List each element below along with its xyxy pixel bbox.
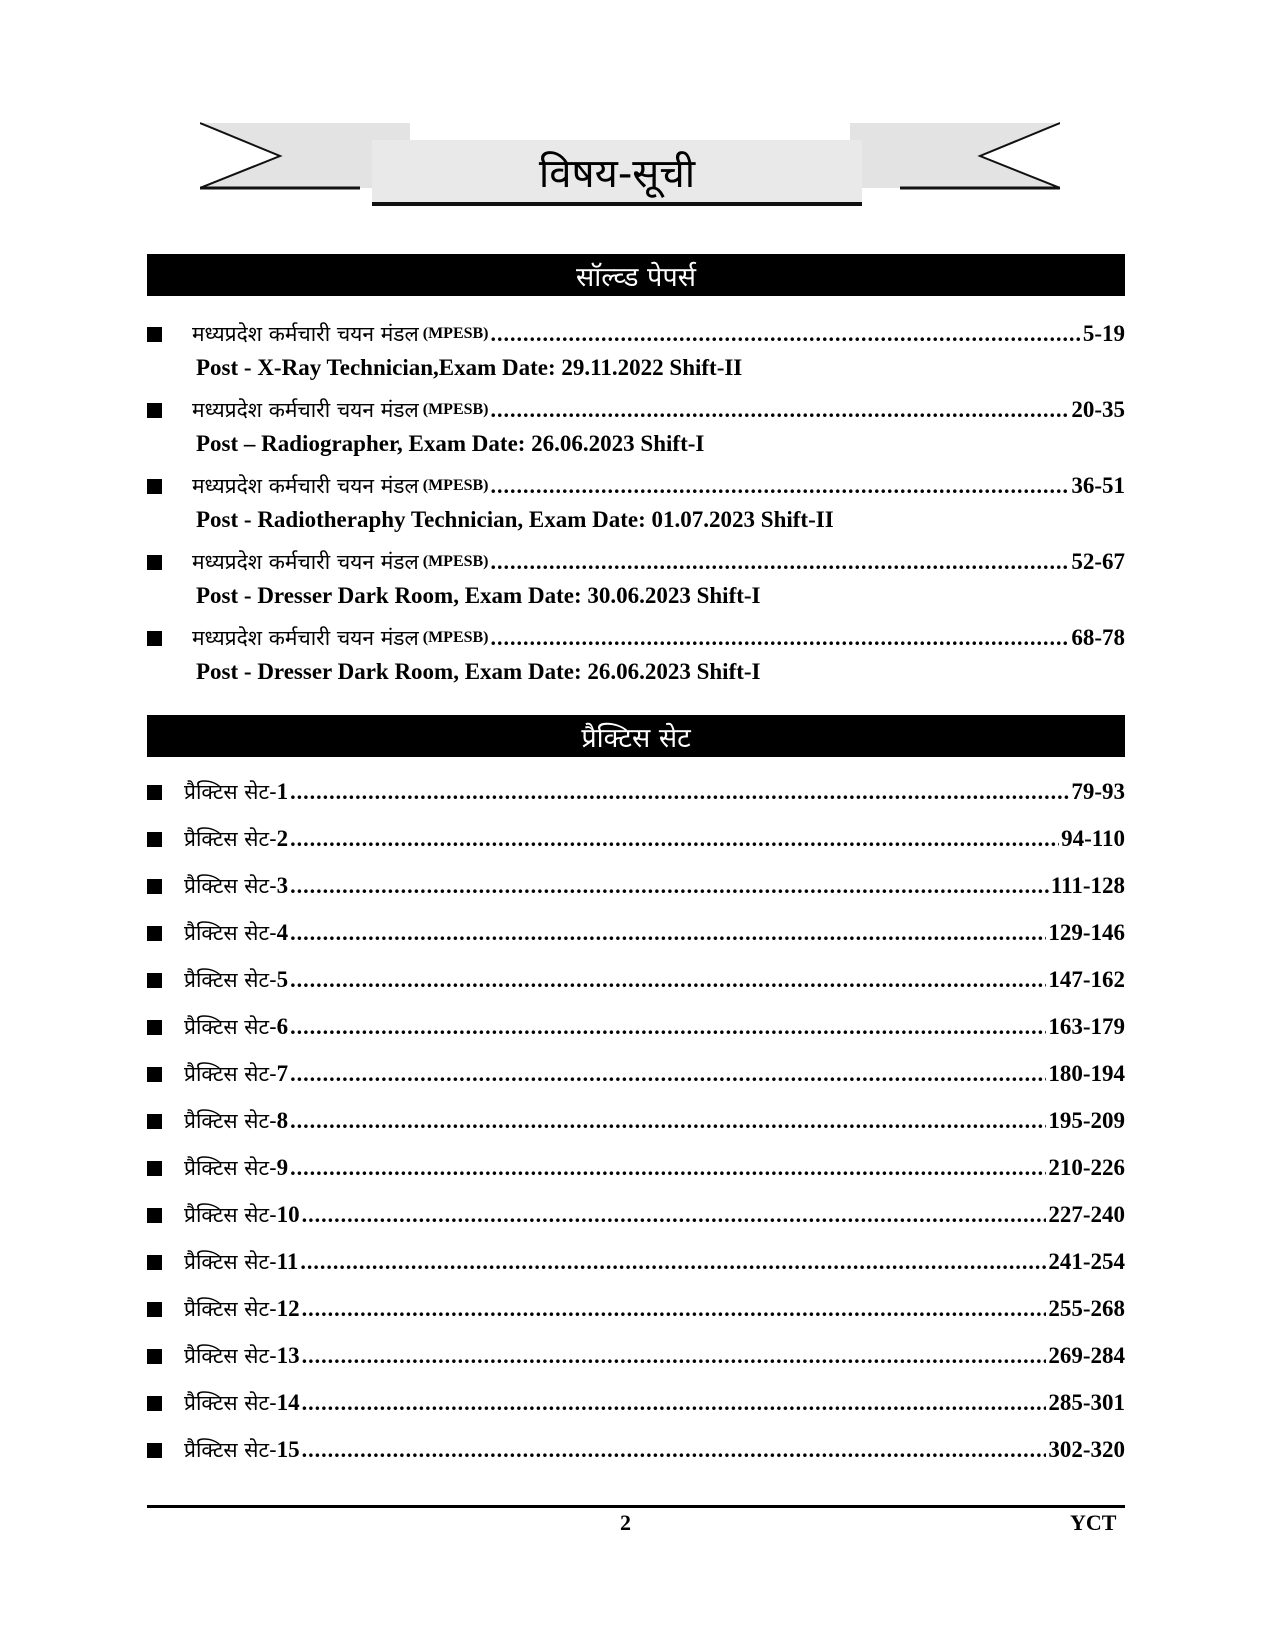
bullet-icon	[147, 403, 162, 418]
entry-pages: 302-320	[1048, 1437, 1125, 1462]
toc-entry[interactable]	[147, 1199, 1125, 1231]
bullet-icon	[147, 785, 162, 800]
entry-number: 15	[276, 1437, 300, 1462]
entry-pages: 285-301	[1048, 1390, 1125, 1415]
entry-pages: 52-67	[1071, 549, 1125, 574]
entry-label-en: (MPESB)	[422, 325, 489, 342]
entry-label: मध्यप्रदेश कर्मचारी चयन मंडल	[192, 550, 419, 574]
toc-entry[interactable]	[147, 1293, 1125, 1325]
footer-divider	[147, 1505, 1125, 1508]
page-number: 2	[620, 1510, 631, 1535]
entry-pages: 227-240	[1048, 1202, 1125, 1227]
toc-entry[interactable]	[147, 1105, 1125, 1137]
toc-entry[interactable]	[147, 823, 1125, 855]
toc-entry[interactable]	[147, 776, 1125, 808]
bullet-icon	[147, 1443, 162, 1458]
entry-number: 14	[276, 1390, 300, 1415]
bullet-icon	[147, 1161, 162, 1176]
leader-dots	[300, 1249, 1046, 1275]
entry-label-en: (MPESB)	[422, 553, 489, 570]
leader-dots	[290, 967, 1046, 993]
entry-label-en: (MPESB)	[422, 629, 489, 646]
entry-label-en: (MPESB)	[422, 477, 489, 494]
toc-entry[interactable]	[147, 1434, 1125, 1466]
bullet-icon	[147, 832, 162, 847]
entry-number: 3	[276, 873, 289, 898]
bullet-icon	[147, 1302, 162, 1317]
bullet-icon	[147, 1255, 162, 1270]
bullet-icon	[147, 973, 162, 988]
entry-label: प्रैक्टिस सेट-	[184, 1062, 277, 1086]
bullet-icon	[147, 1396, 162, 1411]
entry-subtitle: Post - Radiotheraphy Technician, Exam Date: 01.07.2023 Shift-II	[196, 507, 834, 532]
entry-pages: 241-254	[1048, 1249, 1125, 1274]
leader-dots	[302, 1296, 1047, 1322]
entry-pages: 129-146	[1048, 920, 1125, 945]
entry-pages: 195-209	[1048, 1108, 1125, 1133]
section-header-practice-sets: प्रैक्टिस सेट	[147, 715, 1125, 757]
entry-number: 12	[276, 1296, 300, 1321]
entry-label: प्रैक्टिस सेट-	[184, 874, 277, 898]
leader-dots	[302, 1390, 1047, 1416]
toc-entry[interactable]	[147, 1152, 1125, 1184]
leader-dots	[290, 920, 1046, 946]
entry-label: मध्यप्रदेश कर्मचारी चयन मंडल	[192, 398, 419, 422]
entry-number: 6	[276, 1014, 289, 1039]
page-title-box	[372, 140, 862, 206]
entry-number: 4	[276, 920, 289, 945]
toc-entry[interactable]	[147, 917, 1125, 949]
entry-number: 13	[276, 1343, 300, 1368]
entry-label: प्रैक्टिस सेट-	[184, 968, 277, 992]
leader-dots	[491, 321, 1081, 347]
bullet-icon	[147, 926, 162, 941]
entry-label: मध्यप्रदेश कर्मचारी चयन मंडल	[192, 474, 419, 498]
toc-entry[interactable]	[147, 1387, 1125, 1419]
entry-label: प्रैक्टिस सेट-	[184, 921, 277, 945]
entry-number: 5	[276, 967, 289, 992]
entry-label: प्रैक्टिस सेट-	[184, 1015, 277, 1039]
entry-pages: 163-179	[1048, 1014, 1125, 1039]
entry-subtitle: Post – Radiographer, Exam Date: 26.06.2023 Shift-I	[196, 431, 705, 456]
leader-dots	[290, 1108, 1046, 1134]
bullet-icon	[147, 555, 162, 570]
toc-entry[interactable]	[147, 1246, 1125, 1278]
entry-number: 1	[276, 779, 289, 804]
toc-entry[interactable]	[147, 318, 1125, 350]
entry-pages: 5-19	[1082, 321, 1125, 346]
entry-pages: 147-162	[1048, 967, 1125, 992]
leader-dots	[290, 1061, 1046, 1087]
entry-subtitle: Post - Dresser Dark Room, Exam Date: 30.06.2023 Shift-I	[196, 583, 761, 608]
leader-dots	[290, 1155, 1046, 1181]
leader-dots	[290, 1014, 1046, 1040]
toc-entry[interactable]	[147, 546, 1125, 578]
entry-label: प्रैक्टिस सेट-	[184, 1203, 277, 1227]
bullet-icon	[147, 1208, 162, 1223]
leader-dots	[491, 473, 1070, 499]
entry-pages: 79-93	[1071, 779, 1125, 804]
bullet-icon	[147, 879, 162, 894]
entry-pages: 68-78	[1071, 625, 1125, 650]
bullet-icon	[147, 327, 162, 342]
leader-dots	[302, 1343, 1047, 1369]
leader-dots	[491, 625, 1070, 651]
entry-pages: 111-128	[1050, 873, 1125, 898]
toc-entry[interactable]	[147, 394, 1125, 426]
entry-pages: 36-51	[1071, 473, 1125, 498]
leader-dots	[302, 1437, 1047, 1463]
entry-label: प्रैक्टिस सेट-	[184, 1391, 277, 1415]
entry-pages: 269-284	[1048, 1343, 1125, 1368]
entry-label: प्रैक्टिस सेट-	[184, 827, 277, 851]
toc-entry[interactable]	[147, 870, 1125, 902]
entry-number: 7	[276, 1061, 289, 1086]
entry-pages: 94-110	[1061, 826, 1125, 851]
bullet-icon	[147, 1349, 162, 1364]
entry-label: प्रैक्टिस सेट-	[184, 1250, 277, 1274]
leader-dots	[491, 397, 1070, 423]
entry-label: मध्यप्रदेश कर्मचारी चयन मंडल	[192, 322, 419, 346]
entry-pages: 180-194	[1048, 1061, 1125, 1086]
entry-label: प्रैक्टिस सेट-	[184, 780, 277, 804]
leader-dots	[290, 826, 1059, 852]
leader-dots	[491, 549, 1070, 575]
entry-number: 11	[276, 1249, 299, 1274]
bullet-icon	[147, 1114, 162, 1129]
section-header-solved-papers: सॉल्व्ड पेपर्स	[147, 254, 1125, 296]
entry-label: प्रैक्टिस सेट-	[184, 1438, 277, 1462]
toc-entry[interactable]	[147, 622, 1125, 654]
entry-label-en: (MPESB)	[422, 401, 489, 418]
entry-label: मध्यप्रदेश कर्मचारी चयन मंडल	[192, 626, 419, 650]
entry-number: 2	[276, 826, 289, 851]
toc-entry[interactable]	[147, 964, 1125, 996]
leader-dots	[290, 779, 1069, 805]
entry-pages: 20-35	[1071, 397, 1125, 422]
entry-number: 8	[276, 1108, 289, 1133]
entry-label: प्रैक्टिस सेट-	[184, 1109, 277, 1133]
entry-number: 10	[276, 1202, 300, 1227]
entry-number: 9	[276, 1155, 289, 1180]
entry-label: प्रैक्टिस सेट-	[184, 1156, 277, 1180]
toc-entry[interactable]	[147, 1058, 1125, 1090]
entry-pages: 255-268	[1048, 1296, 1125, 1321]
page-title: विषय-सूची	[538, 150, 696, 197]
bullet-icon	[147, 631, 162, 646]
toc-entry[interactable]	[147, 470, 1125, 502]
bullet-icon	[147, 479, 162, 494]
leader-dots	[302, 1202, 1047, 1228]
entry-label: प्रैक्टिस सेट-	[184, 1344, 277, 1368]
bullet-icon	[147, 1020, 162, 1035]
entry-subtitle: Post - Dresser Dark Room, Exam Date: 26.06.2023 Shift-I	[196, 659, 761, 684]
leader-dots	[290, 873, 1049, 899]
entry-subtitle: Post - X-Ray Technician,Exam Date: 29.11.2022 Shift-II	[196, 355, 743, 380]
bullet-icon	[147, 1067, 162, 1082]
entry-label: प्रैक्टिस सेट-	[184, 1297, 277, 1321]
toc-entry[interactable]	[147, 1011, 1125, 1043]
entry-pages: 210-226	[1048, 1155, 1125, 1180]
toc-entry[interactable]	[147, 1340, 1125, 1372]
footer-brand: YCT	[1070, 1510, 1117, 1535]
